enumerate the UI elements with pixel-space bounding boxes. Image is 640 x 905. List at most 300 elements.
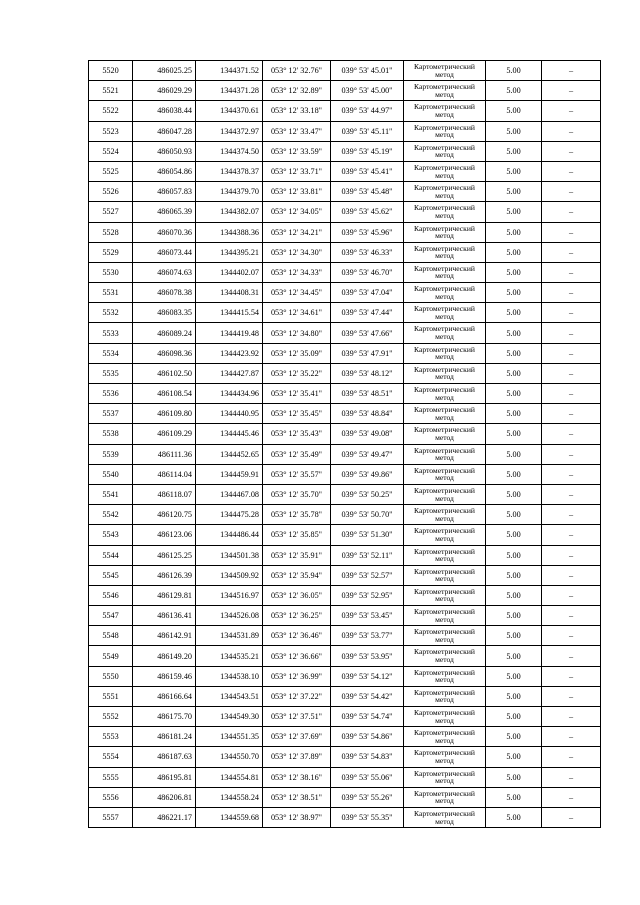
y-coordinate-cell: 1344378.37 <box>196 161 263 181</box>
point-number-cell: 5545 <box>89 565 133 585</box>
latitude-cell: 053° 12' 32.89" <box>263 81 331 101</box>
point-number-cell: 5544 <box>89 545 133 565</box>
x-coordinate-cell: 486187.63 <box>133 747 196 767</box>
table-row <box>89 484 601 504</box>
error-cell: 5.00 <box>486 585 542 605</box>
x-coordinate-cell: 486054.86 <box>133 161 196 181</box>
longitude-cell: 039° 53' 52.11" <box>331 545 404 565</box>
x-coordinate-cell: 486050.93 <box>133 141 196 161</box>
x-coordinate-cell: 486078.38 <box>133 283 196 303</box>
note-cell: – <box>542 323 601 343</box>
table-row <box>89 525 601 545</box>
point-number-cell: 5531 <box>89 283 133 303</box>
longitude-cell: 039° 53' 54.42" <box>331 686 404 706</box>
note-cell: – <box>542 646 601 666</box>
y-coordinate-cell: 1344501.38 <box>196 545 263 565</box>
latitude-cell: 053° 12' 34.61" <box>263 303 331 323</box>
error-cell: 5.00 <box>486 807 542 827</box>
method-cell: Картометрический метод <box>404 464 486 484</box>
method-cell: Картометрический метод <box>404 161 486 181</box>
note-cell: – <box>542 626 601 646</box>
table-row <box>89 565 601 585</box>
longitude-cell: 039° 53' 45.19" <box>331 141 404 161</box>
error-cell: 5.00 <box>486 323 542 343</box>
y-coordinate-cell: 1344531.89 <box>196 626 263 646</box>
point-number-cell: 5547 <box>89 606 133 626</box>
table-row <box>89 585 601 605</box>
y-coordinate-cell: 1344549.30 <box>196 707 263 727</box>
latitude-cell: 053° 12' 37.89" <box>263 747 331 767</box>
longitude-cell: 039° 53' 49.08" <box>331 424 404 444</box>
latitude-cell: 053° 12' 35.57" <box>263 464 331 484</box>
point-number-cell: 5523 <box>89 121 133 141</box>
table-row <box>89 182 601 202</box>
y-coordinate-cell: 1344526.08 <box>196 606 263 626</box>
table-row <box>89 444 601 464</box>
coordinates-table-body <box>89 61 601 828</box>
x-coordinate-cell: 486065.39 <box>133 202 196 222</box>
point-number-cell: 5541 <box>89 484 133 504</box>
latitude-cell: 053° 12' 35.78" <box>263 505 331 525</box>
x-coordinate-cell: 486142.91 <box>133 626 196 646</box>
error-cell: 5.00 <box>486 707 542 727</box>
error-cell: 5.00 <box>486 61 542 81</box>
longitude-cell: 039° 53' 55.26" <box>331 787 404 807</box>
method-cell: Картометрический метод <box>404 807 486 827</box>
point-number-cell: 5526 <box>89 182 133 202</box>
point-number-cell: 5556 <box>89 787 133 807</box>
point-number-cell: 5554 <box>89 747 133 767</box>
latitude-cell: 053° 12' 35.09" <box>263 343 331 363</box>
y-coordinate-cell: 1344388.36 <box>196 222 263 242</box>
longitude-cell: 039° 53' 44.97" <box>331 101 404 121</box>
error-cell: 5.00 <box>486 545 542 565</box>
longitude-cell: 039° 53' 45.41" <box>331 161 404 181</box>
x-coordinate-cell: 486175.70 <box>133 707 196 727</box>
x-coordinate-cell: 486129.81 <box>133 585 196 605</box>
note-cell: – <box>542 262 601 282</box>
note-cell: – <box>542 222 601 242</box>
latitude-cell: 053° 12' 33.59" <box>263 141 331 161</box>
note-cell: – <box>542 464 601 484</box>
y-coordinate-cell: 1344554.81 <box>196 767 263 787</box>
method-cell: Картометрический метод <box>404 666 486 686</box>
method-cell: Картометрический метод <box>404 626 486 646</box>
latitude-cell: 053° 12' 36.25" <box>263 606 331 626</box>
point-number-cell: 5539 <box>89 444 133 464</box>
longitude-cell: 039° 53' 54.12" <box>331 666 404 686</box>
note-cell: – <box>542 424 601 444</box>
point-number-cell: 5538 <box>89 424 133 444</box>
y-coordinate-cell: 1344452.65 <box>196 444 263 464</box>
table-row <box>89 242 601 262</box>
point-number-cell: 5525 <box>89 161 133 181</box>
error-cell: 5.00 <box>486 161 542 181</box>
longitude-cell: 039° 53' 48.51" <box>331 384 404 404</box>
note-cell: – <box>542 787 601 807</box>
error-cell: 5.00 <box>486 767 542 787</box>
method-cell: Картометрический метод <box>404 505 486 525</box>
note-cell: – <box>542 666 601 686</box>
y-coordinate-cell: 1344509.92 <box>196 565 263 585</box>
table-row <box>89 222 601 242</box>
point-number-cell: 5555 <box>89 767 133 787</box>
error-cell: 5.00 <box>486 686 542 706</box>
method-cell: Картометрический метод <box>404 727 486 747</box>
method-cell: Картометрический метод <box>404 323 486 343</box>
table-row <box>89 464 601 484</box>
longitude-cell: 039° 53' 45.48" <box>331 182 404 202</box>
method-cell: Картометрический метод <box>404 646 486 666</box>
x-coordinate-cell: 486136.41 <box>133 606 196 626</box>
latitude-cell: 053° 12' 35.70" <box>263 484 331 504</box>
note-cell: – <box>542 807 601 827</box>
document-page <box>88 60 600 828</box>
method-cell: Картометрический метод <box>404 283 486 303</box>
point-number-cell: 5535 <box>89 363 133 383</box>
point-number-cell: 5532 <box>89 303 133 323</box>
note-cell: – <box>542 767 601 787</box>
y-coordinate-cell: 1344551.35 <box>196 727 263 747</box>
note-cell: – <box>542 283 601 303</box>
error-cell: 5.00 <box>486 787 542 807</box>
method-cell: Картометрический метод <box>404 343 486 363</box>
y-coordinate-cell: 1344550.70 <box>196 747 263 767</box>
longitude-cell: 039° 53' 45.00" <box>331 81 404 101</box>
longitude-cell: 039° 53' 54.74" <box>331 707 404 727</box>
error-cell: 5.00 <box>486 525 542 545</box>
x-coordinate-cell: 486120.75 <box>133 505 196 525</box>
longitude-cell: 039° 53' 45.11" <box>331 121 404 141</box>
note-cell: – <box>542 545 601 565</box>
x-coordinate-cell: 486083.35 <box>133 303 196 323</box>
latitude-cell: 053° 12' 35.45" <box>263 404 331 424</box>
note-cell: – <box>542 505 601 525</box>
longitude-cell: 039° 53' 47.44" <box>331 303 404 323</box>
method-cell: Картометрический метод <box>404 101 486 121</box>
error-cell: 5.00 <box>486 141 542 161</box>
error-cell: 5.00 <box>486 666 542 686</box>
y-coordinate-cell: 1344440.95 <box>196 404 263 424</box>
latitude-cell: 053° 12' 36.99" <box>263 666 331 686</box>
x-coordinate-cell: 486123.06 <box>133 525 196 545</box>
note-cell: – <box>542 727 601 747</box>
error-cell: 5.00 <box>486 626 542 646</box>
method-cell: Картометрический метод <box>404 424 486 444</box>
method-cell: Картометрический метод <box>404 747 486 767</box>
table-row <box>89 686 601 706</box>
point-number-cell: 5521 <box>89 81 133 101</box>
latitude-cell: 053° 12' 38.16" <box>263 767 331 787</box>
y-coordinate-cell: 1344382.07 <box>196 202 263 222</box>
latitude-cell: 053° 12' 35.22" <box>263 363 331 383</box>
error-cell: 5.00 <box>486 505 542 525</box>
y-coordinate-cell: 1344372.97 <box>196 121 263 141</box>
y-coordinate-cell: 1344538.10 <box>196 666 263 686</box>
error-cell: 5.00 <box>486 101 542 121</box>
y-coordinate-cell: 1344543.51 <box>196 686 263 706</box>
latitude-cell: 053° 12' 37.22" <box>263 686 331 706</box>
longitude-cell: 039° 53' 47.04" <box>331 283 404 303</box>
error-cell: 5.00 <box>486 182 542 202</box>
longitude-cell: 039° 53' 50.25" <box>331 484 404 504</box>
error-cell: 5.00 <box>486 283 542 303</box>
y-coordinate-cell: 1344395.21 <box>196 242 263 262</box>
table-row <box>89 727 601 747</box>
point-number-cell: 5557 <box>89 807 133 827</box>
latitude-cell: 053° 12' 34.80" <box>263 323 331 343</box>
point-number-cell: 5530 <box>89 262 133 282</box>
y-coordinate-cell: 1344434.96 <box>196 384 263 404</box>
table-row <box>89 626 601 646</box>
table-row <box>89 666 601 686</box>
note-cell: – <box>542 81 601 101</box>
table-row <box>89 121 601 141</box>
method-cell: Картометрический метод <box>404 565 486 585</box>
table-row <box>89 343 601 363</box>
latitude-cell: 053° 12' 35.43" <box>263 424 331 444</box>
table-row <box>89 101 601 121</box>
table-row <box>89 505 601 525</box>
method-cell: Картометрический метод <box>404 545 486 565</box>
point-number-cell: 5533 <box>89 323 133 343</box>
error-cell: 5.00 <box>486 121 542 141</box>
note-cell: – <box>542 303 601 323</box>
note-cell: – <box>542 242 601 262</box>
note-cell: – <box>542 585 601 605</box>
x-coordinate-cell: 486109.29 <box>133 424 196 444</box>
longitude-cell: 039° 53' 55.35" <box>331 807 404 827</box>
point-number-cell: 5528 <box>89 222 133 242</box>
y-coordinate-cell: 1344370.61 <box>196 101 263 121</box>
latitude-cell: 053° 12' 36.05" <box>263 585 331 605</box>
latitude-cell: 053° 12' 34.45" <box>263 283 331 303</box>
error-cell: 5.00 <box>486 464 542 484</box>
longitude-cell: 039° 53' 55.06" <box>331 767 404 787</box>
point-number-cell: 5549 <box>89 646 133 666</box>
x-coordinate-cell: 486206.81 <box>133 787 196 807</box>
error-cell: 5.00 <box>486 747 542 767</box>
point-number-cell: 5543 <box>89 525 133 545</box>
x-coordinate-cell: 486114.04 <box>133 464 196 484</box>
point-number-cell: 5553 <box>89 727 133 747</box>
method-cell: Картометрический метод <box>404 303 486 323</box>
latitude-cell: 053° 12' 34.21" <box>263 222 331 242</box>
method-cell: Картометрический метод <box>404 363 486 383</box>
table-row <box>89 545 601 565</box>
note-cell: – <box>542 747 601 767</box>
y-coordinate-cell: 1344445.46 <box>196 424 263 444</box>
latitude-cell: 053° 12' 34.05" <box>263 202 331 222</box>
note-cell: – <box>542 484 601 504</box>
y-coordinate-cell: 1344516.97 <box>196 585 263 605</box>
longitude-cell: 039° 53' 54.86" <box>331 727 404 747</box>
method-cell: Картометрический метод <box>404 707 486 727</box>
table-row <box>89 767 601 787</box>
y-coordinate-cell: 1344475.28 <box>196 505 263 525</box>
method-cell: Картометрический метод <box>404 262 486 282</box>
point-number-cell: 5551 <box>89 686 133 706</box>
point-number-cell: 5550 <box>89 666 133 686</box>
x-coordinate-cell: 486089.24 <box>133 323 196 343</box>
latitude-cell: 053° 12' 32.76" <box>263 61 331 81</box>
table-row <box>89 787 601 807</box>
latitude-cell: 053° 12' 35.94" <box>263 565 331 585</box>
x-coordinate-cell: 486166.64 <box>133 686 196 706</box>
x-coordinate-cell: 486126.39 <box>133 565 196 585</box>
note-cell: – <box>542 61 601 81</box>
table-row <box>89 404 601 424</box>
note-cell: – <box>542 343 601 363</box>
table-row <box>89 606 601 626</box>
table-row <box>89 807 601 827</box>
longitude-cell: 039° 53' 53.95" <box>331 646 404 666</box>
method-cell: Картометрический метод <box>404 182 486 202</box>
point-number-cell: 5520 <box>89 61 133 81</box>
y-coordinate-cell: 1344419.48 <box>196 323 263 343</box>
note-cell: – <box>542 161 601 181</box>
y-coordinate-cell: 1344408.31 <box>196 283 263 303</box>
table-row <box>89 384 601 404</box>
note-cell: – <box>542 686 601 706</box>
point-number-cell: 5536 <box>89 384 133 404</box>
point-number-cell: 5522 <box>89 101 133 121</box>
latitude-cell: 053° 12' 34.33" <box>263 262 331 282</box>
method-cell: Картометрический метод <box>404 787 486 807</box>
note-cell: – <box>542 121 601 141</box>
latitude-cell: 053° 12' 38.51" <box>263 787 331 807</box>
error-cell: 5.00 <box>486 202 542 222</box>
x-coordinate-cell: 486195.81 <box>133 767 196 787</box>
point-number-cell: 5527 <box>89 202 133 222</box>
y-coordinate-cell: 1344535.21 <box>196 646 263 666</box>
longitude-cell: 039° 53' 48.84" <box>331 404 404 424</box>
method-cell: Картометрический метод <box>404 585 486 605</box>
longitude-cell: 039° 53' 49.86" <box>331 464 404 484</box>
x-coordinate-cell: 486108.54 <box>133 384 196 404</box>
latitude-cell: 053° 12' 35.85" <box>263 525 331 545</box>
longitude-cell: 039° 53' 45.96" <box>331 222 404 242</box>
table-row <box>89 707 601 727</box>
x-coordinate-cell: 486118.07 <box>133 484 196 504</box>
table-row <box>89 141 601 161</box>
error-cell: 5.00 <box>486 242 542 262</box>
y-coordinate-cell: 1344374.50 <box>196 141 263 161</box>
table-row <box>89 283 601 303</box>
table-row <box>89 747 601 767</box>
x-coordinate-cell: 486029.29 <box>133 81 196 101</box>
method-cell: Картометрический метод <box>404 404 486 424</box>
x-coordinate-cell: 486102.50 <box>133 363 196 383</box>
note-cell: – <box>542 182 601 202</box>
note-cell: – <box>542 565 601 585</box>
longitude-cell: 039° 53' 54.83" <box>331 747 404 767</box>
x-coordinate-cell: 486149.20 <box>133 646 196 666</box>
table-row <box>89 161 601 181</box>
method-cell: Картометрический метод <box>404 606 486 626</box>
x-coordinate-cell: 486221.17 <box>133 807 196 827</box>
x-coordinate-cell: 486111.36 <box>133 444 196 464</box>
error-cell: 5.00 <box>486 424 542 444</box>
y-coordinate-cell: 1344427.87 <box>196 363 263 383</box>
point-number-cell: 5540 <box>89 464 133 484</box>
error-cell: 5.00 <box>486 606 542 626</box>
error-cell: 5.00 <box>486 262 542 282</box>
table-row <box>89 323 601 343</box>
y-coordinate-cell: 1344486.44 <box>196 525 263 545</box>
y-coordinate-cell: 1344423.92 <box>196 343 263 363</box>
longitude-cell: 039° 53' 47.91" <box>331 343 404 363</box>
point-number-cell: 5546 <box>89 585 133 605</box>
x-coordinate-cell: 486109.80 <box>133 404 196 424</box>
latitude-cell: 053° 12' 36.46" <box>263 626 331 646</box>
y-coordinate-cell: 1344379.70 <box>196 182 263 202</box>
note-cell: – <box>542 363 601 383</box>
note-cell: – <box>542 404 601 424</box>
table-row <box>89 81 601 101</box>
y-coordinate-cell: 1344415.54 <box>196 303 263 323</box>
table-row <box>89 202 601 222</box>
table-row <box>89 303 601 323</box>
x-coordinate-cell: 486159.46 <box>133 666 196 686</box>
latitude-cell: 053° 12' 35.41" <box>263 384 331 404</box>
latitude-cell: 053° 12' 35.49" <box>263 444 331 464</box>
method-cell: Картометрический метод <box>404 222 486 242</box>
method-cell: Картометрический метод <box>404 61 486 81</box>
longitude-cell: 039° 53' 45.01" <box>331 61 404 81</box>
longitude-cell: 039° 53' 46.33" <box>331 242 404 262</box>
method-cell: Картометрический метод <box>404 202 486 222</box>
longitude-cell: 039° 53' 45.62" <box>331 202 404 222</box>
x-coordinate-cell: 486025.25 <box>133 61 196 81</box>
error-cell: 5.00 <box>486 81 542 101</box>
error-cell: 5.00 <box>486 222 542 242</box>
x-coordinate-cell: 486074.63 <box>133 262 196 282</box>
x-coordinate-cell: 486057.83 <box>133 182 196 202</box>
note-cell: – <box>542 707 601 727</box>
y-coordinate-cell: 1344371.28 <box>196 81 263 101</box>
point-number-cell: 5534 <box>89 343 133 363</box>
error-cell: 5.00 <box>486 404 542 424</box>
error-cell: 5.00 <box>486 363 542 383</box>
longitude-cell: 039° 53' 49.47" <box>331 444 404 464</box>
latitude-cell: 053° 12' 33.18" <box>263 101 331 121</box>
y-coordinate-cell: 1344467.08 <box>196 484 263 504</box>
method-cell: Картометрический метод <box>404 484 486 504</box>
longitude-cell: 039° 53' 52.57" <box>331 565 404 585</box>
error-cell: 5.00 <box>486 565 542 585</box>
coordinates-table <box>88 60 601 828</box>
table-row <box>89 262 601 282</box>
point-number-cell: 5542 <box>89 505 133 525</box>
latitude-cell: 053° 12' 34.30" <box>263 242 331 262</box>
note-cell: – <box>542 384 601 404</box>
error-cell: 5.00 <box>486 444 542 464</box>
y-coordinate-cell: 1344558.24 <box>196 787 263 807</box>
x-coordinate-cell: 486070.36 <box>133 222 196 242</box>
latitude-cell: 053° 12' 38.97" <box>263 807 331 827</box>
method-cell: Картометрический метод <box>404 767 486 787</box>
method-cell: Картометрический метод <box>404 525 486 545</box>
longitude-cell: 039° 53' 51.30" <box>331 525 404 545</box>
longitude-cell: 039° 53' 46.70" <box>331 262 404 282</box>
x-coordinate-cell: 486047.28 <box>133 121 196 141</box>
x-coordinate-cell: 486038.44 <box>133 101 196 121</box>
latitude-cell: 053° 12' 37.51" <box>263 707 331 727</box>
table-row <box>89 646 601 666</box>
longitude-cell: 039° 53' 50.70" <box>331 505 404 525</box>
error-cell: 5.00 <box>486 484 542 504</box>
